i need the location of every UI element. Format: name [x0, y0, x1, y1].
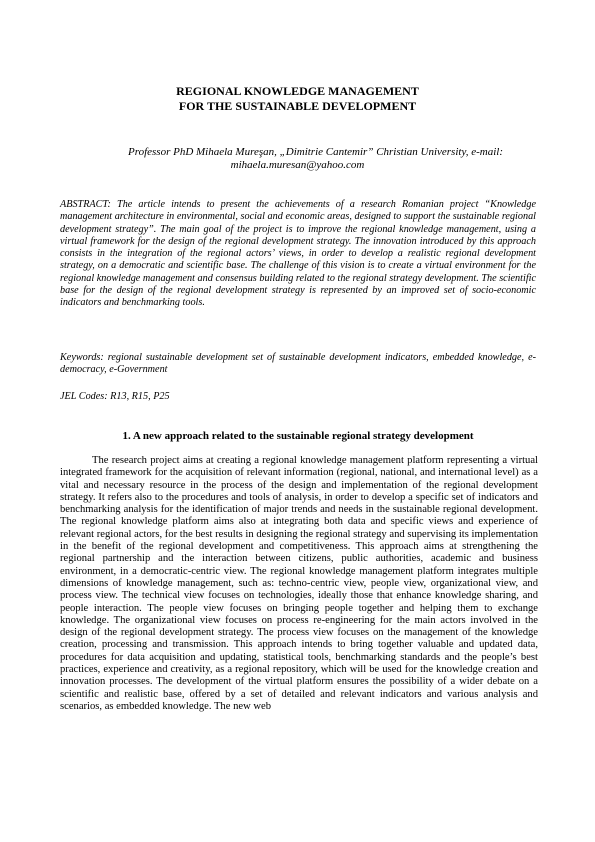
author-affiliation	[60, 146, 535, 172]
section-heading: 1. A new approach related to the sustainable regional strategy development	[122, 430, 474, 442]
paper-title	[60, 84, 535, 114]
jel-codes: JEL Codes: R13, R15, P25	[60, 391, 170, 402]
author-email: mihaela.muresan@yahoo.com	[230, 159, 365, 171]
keywords: Keywords: regional sustainable development set of sustainable development indicators, embedded knowledge, e-democracy, e-Government	[60, 352, 536, 376]
body-paragraph: The research project aims at creating a regional knowledge management platform representing a virtual integrated framework for the acquisition of relevant information (regional, national, and international level) as a vital and necessary resource in the process of the design and implementation of the regional development strategy. It refers also to the procedures and tools of analysis, in order to develop a specific set of indicators and benchmarking analysis for the identification of major trends and needs in the sustainable regional development. The regional knowledge platform aims also at integrating both data and specific views and experience of relevant regional actors, for the best results in designing the regional strategy and supervising its implementation in the benefit of the regional development and competitiveness. This approach aims at strengthening the regional partnership and the interaction between citizens, public authorities, academic and business environment, in a democratic-centric view. The regional knowledge management platform integrates multiple dimensions of knowledge management, such as: techno-centric view, people view, organizational view, and process view. The technical view focuses on technologies, ideally those that enhance knowledge sharing, and people interaction. The people view focuses on bringing people together and helping them to exchange knowledge. The organizational view focuses on process re-engineering for the main actors involved in the design of the regional development strategy. The process view focuses on the management of the knowledge creation, processing and transmission. This approach intends to bring together valuable and updated data, procedures for data acquisition and updating, statistical tools, benchmarking standards and the people’s best practices, experience and creativity, as a regional repository, which will be used for the knowledge creation and innovation processes. The development of the virtual platform ensures the possibility of a wider debate on a scientific and realistic base, offered by a set of detailed and relevant indicators and various analysis and scenarios, as embedded knowledge. The new web	[60, 455, 538, 712]
author-line: Professor PhD Mihaela Mureşan, „Dimitrie Cantemir” Christian University, e-mail:	[127, 146, 503, 158]
paper-title-line-1: REGIONAL KNOWLEDGE MANAGEMENT	[176, 84, 419, 98]
abstract: ABSTRACT: The article intends to present the achievements of a research Romanian project “Knowledge management architecture in environmental, social and economic areas, designed to support the sustainable regional development strategy”. The main goal of the project is to improve the regional knowledge management, using a virtual framework for the design of the regional development strategy. The innovation introduced by this approach consists in the integration of the regional actors’ views, in order to develop a realistic regional development strategy, on a democratic and scientific base. The challenge of this vision is to create a virtual environment for the regional knowledge management and consensus building related to the regional strategy development. The scientific base for the design of the regional development strategy is represented by an improved set of socio-economic indicators and benchmarking tools.	[60, 199, 536, 308]
paper-title-line-2: FOR THE SUSTAINABLE DEVELOPMENT	[178, 99, 417, 113]
